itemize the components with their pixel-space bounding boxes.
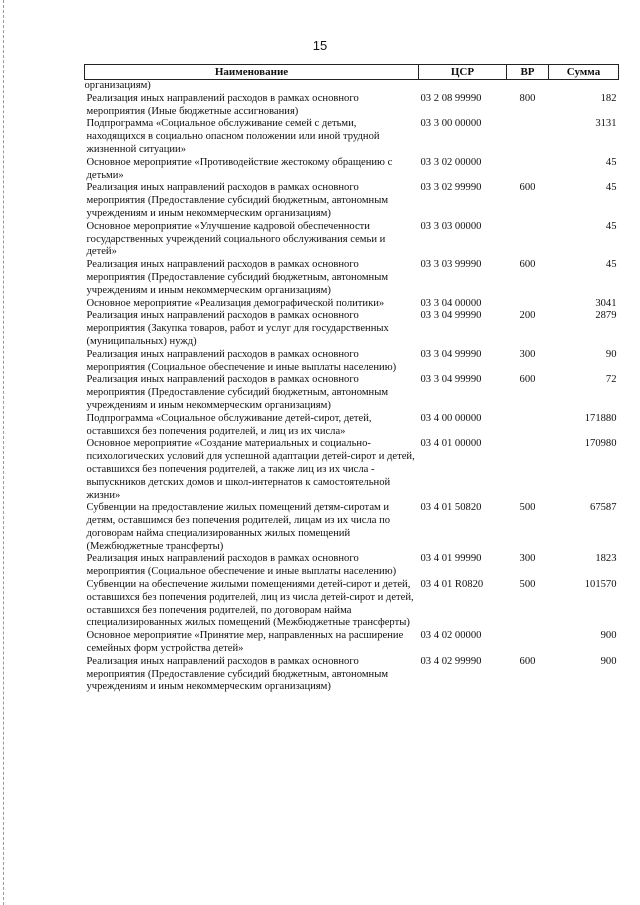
row-vr bbox=[507, 630, 549, 656]
row-name: Субвенции на предоставление жилых помещений детям-сиротам и детям, оставшимся без попечения родителей, лицам из их числа по договорам найма специализированных жилых помещений (Межбюджетные трансферты) bbox=[86, 502, 391, 552]
row-sum: 45 bbox=[605, 182, 617, 194]
row-sum: 72 bbox=[605, 374, 617, 386]
row-csr: 03 4 01 00000 bbox=[420, 438, 482, 450]
row-vr: 600 bbox=[519, 259, 536, 271]
row-csr: 03 4 01 99990 bbox=[420, 553, 482, 565]
row-csr: 03 3 00 00000 bbox=[420, 118, 482, 130]
row-sum: 1823 bbox=[595, 553, 617, 565]
row-csr: 03 3 03 00000 bbox=[420, 220, 482, 232]
row-name: Реализация иных направлений расходов в рамках основного мероприятия (Предоставление субсидий бюджетным, автономным учреждениям и иным некоммерческим организациям) bbox=[86, 182, 389, 219]
row-sum: 90 bbox=[605, 348, 617, 360]
row-name: Подпрограмма «Социальное обслуживание семей с детьми, находящихся в социально опасном положении или иной трудной жизненной ситуации» bbox=[86, 118, 380, 155]
table-row bbox=[85, 221, 619, 259]
table-row bbox=[85, 502, 619, 553]
table-row bbox=[85, 630, 619, 656]
row-csr: 03 3 03 99990 bbox=[420, 259, 482, 271]
page-number: 15 bbox=[312, 38, 328, 53]
row-name: Реализация иных направлений расходов в рамках основного мероприятия (Предоставление субсидий бюджетным, автономным учреждениям и иным некоммерческим организациям) bbox=[86, 655, 389, 693]
continuation-row bbox=[85, 80, 619, 93]
row-sum: 900 bbox=[600, 630, 617, 642]
row-vr: 300 bbox=[519, 553, 536, 565]
row-vr: 500 bbox=[519, 502, 536, 514]
header-name: Наименование bbox=[85, 65, 419, 80]
row-name: Основное мероприятие «Улучшение кадровой обеспеченности государственных учреждений социального обслуживания семьи и детей» bbox=[86, 220, 386, 258]
row-sum: 101570 bbox=[584, 579, 617, 591]
table-row bbox=[85, 157, 619, 183]
row-sum: 3041 bbox=[595, 297, 617, 309]
row-name: Реализация иных направлений расходов в рамках основного мероприятия (Социальное обеспечение и иные выплаты населению) bbox=[86, 553, 397, 578]
row-csr: 03 4 02 00000 bbox=[420, 630, 482, 642]
row-csr: 03 3 04 99990 bbox=[420, 374, 482, 386]
row-vr: 600 bbox=[519, 655, 536, 667]
row-csr: 03 3 02 99990 bbox=[420, 182, 482, 194]
scan-edge-line bbox=[3, 0, 5, 905]
row-csr: 03 2 08 99990 bbox=[420, 92, 482, 104]
row-csr: 03 3 04 99990 bbox=[420, 310, 482, 322]
row-csr: 03 4 02 99990 bbox=[420, 655, 482, 667]
table-row bbox=[85, 310, 619, 348]
row-vr: 800 bbox=[519, 92, 536, 104]
continuation-text: организациям) bbox=[84, 80, 151, 91]
table-row bbox=[85, 259, 619, 297]
row-csr: 03 4 00 00000 bbox=[420, 412, 482, 424]
row-csr: 03 3 02 00000 bbox=[420, 156, 482, 168]
row-vr: 600 bbox=[519, 182, 536, 194]
table-row bbox=[85, 374, 619, 412]
row-csr: 03 3 04 99990 bbox=[420, 348, 482, 360]
header-csr: ЦСР bbox=[419, 65, 507, 80]
row-sum: 2879 bbox=[595, 310, 617, 322]
row-name: Реализация иных направлений расходов в рамках основного мероприятия (Предоставление субсидий бюджетным, автономным учреждениям и иным некоммерческим организациям) bbox=[86, 259, 389, 296]
row-sum: 67587 bbox=[590, 502, 617, 514]
row-name: Основное мероприятие «Создание материальных и социально-психологических условий для успешной адаптации детей-сирот и детей, оставшихся без попечения родителей, а также лиц из их числа - выпускников детских домов и школ-интернатов к самостоятельной жизни» bbox=[86, 438, 415, 501]
row-name: Подпрограмма «Социальное обслуживание детей-сирот, детей, оставшихся без попечения родителей, и лиц из их числа» bbox=[86, 412, 372, 437]
table-row bbox=[85, 298, 619, 311]
row-vr bbox=[507, 413, 549, 439]
row-name: Субвенции на обеспечение жилыми помещениями детей-сирот и детей, оставшихся без попечения родителей, лиц из числа детей-сирот и детей, оставшихся без попечения родителей, по договорам найма специализированных жилых помещений (Межбюджетные трансферты) bbox=[86, 579, 414, 629]
row-sum: 45 bbox=[605, 156, 617, 168]
row-sum: 171880 bbox=[584, 412, 617, 424]
row-vr bbox=[507, 298, 549, 311]
table-row bbox=[85, 579, 619, 630]
row-sum: 900 bbox=[600, 655, 617, 667]
row-vr bbox=[507, 118, 549, 156]
table-row bbox=[85, 656, 619, 694]
row-csr: 03 4 01 R0820 bbox=[420, 579, 484, 591]
table-row bbox=[85, 438, 619, 502]
header-sum: Сумма bbox=[549, 65, 619, 80]
row-name: Основное мероприятие «Противодействие жестокому обращению с детьми» bbox=[86, 156, 393, 181]
table-row bbox=[85, 93, 619, 119]
row-sum: 170980 bbox=[584, 438, 617, 450]
row-csr: 03 4 01 50820 bbox=[420, 502, 482, 514]
table-row bbox=[85, 118, 619, 156]
row-vr: 500 bbox=[519, 579, 536, 591]
row-name: Реализация иных направлений расходов в рамках основного мероприятия (Иные бюджетные ассигнования) bbox=[86, 92, 359, 117]
row-vr: 600 bbox=[519, 374, 536, 386]
table-row bbox=[85, 413, 619, 439]
table-row bbox=[85, 182, 619, 220]
row-name: Основное мероприятие «Реализация демографической политики» bbox=[86, 297, 385, 309]
row-sum: 3131 bbox=[595, 118, 617, 130]
table-row bbox=[85, 349, 619, 375]
table-header-row bbox=[85, 65, 619, 80]
budget-table bbox=[84, 64, 619, 694]
row-vr bbox=[507, 157, 549, 183]
row-vr bbox=[507, 438, 549, 502]
row-vr bbox=[507, 221, 549, 259]
row-name: Реализация иных направлений расходов в рамках основного мероприятия (Социальное обеспечение и иные выплаты населению) bbox=[86, 348, 397, 373]
row-vr: 300 bbox=[519, 348, 536, 360]
row-sum: 45 bbox=[605, 220, 617, 232]
header-vr: ВР bbox=[507, 65, 549, 80]
table-row bbox=[85, 553, 619, 579]
row-vr: 200 bbox=[519, 310, 536, 322]
row-csr: 03 3 04 00000 bbox=[420, 297, 482, 309]
row-sum: 45 bbox=[605, 259, 617, 271]
row-name: Основное мероприятие «Принятие мер, направленных на расширение семейных форм устройства детей» bbox=[86, 630, 404, 655]
row-name: Реализация иных направлений расходов в рамках основного мероприятия (Предоставление субсидий бюджетным, автономным учреждениям и иным некоммерческим организациям) bbox=[86, 374, 389, 411]
row-sum: 182 bbox=[600, 92, 617, 104]
row-name: Реализация иных направлений расходов в рамках основного мероприятия (Закупка товаров, работ и услуг для государственных (муниципальных) нужд) bbox=[86, 310, 389, 347]
